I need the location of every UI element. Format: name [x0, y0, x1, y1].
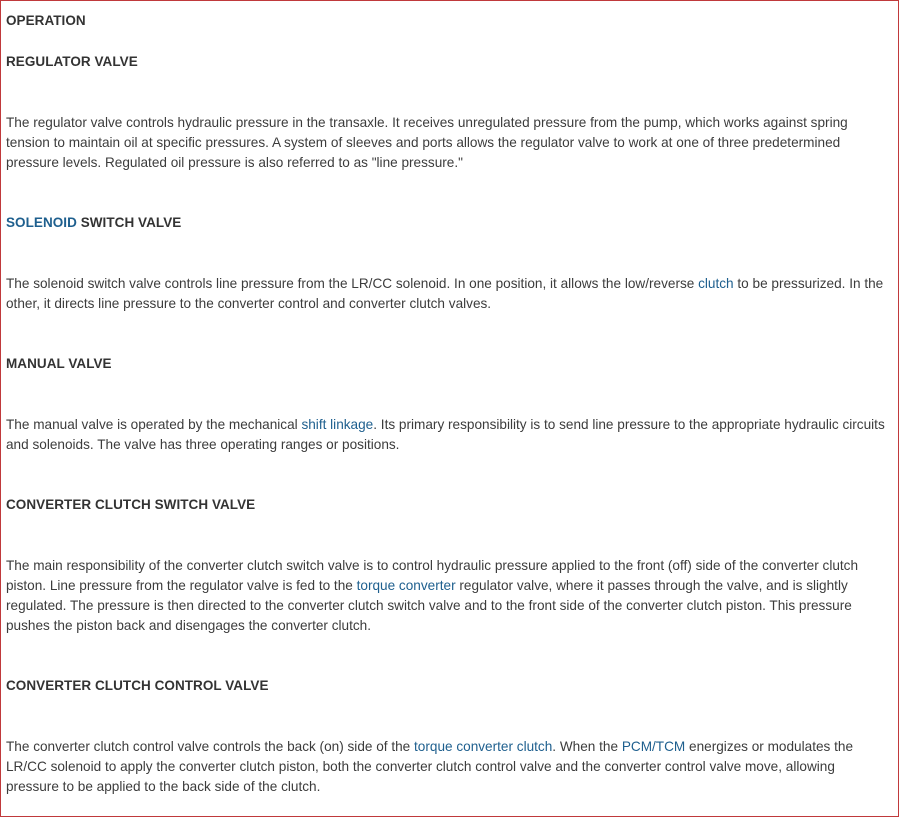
body-text: to be pressurized. In the other, it directs line pressure to the converter control and converter clutch valves. — [6, 276, 884, 311]
section-body-converter-clutch-control-valve — [6, 737, 888, 797]
body-text: The converter clutch control valve controls the back (on) side of the — [6, 739, 415, 754]
section-heading-converter-clutch-switch-valve: CONVERTER CLUTCH SWITCH VALVE — [6, 497, 256, 512]
body-text: The solenoid switch valve controls line pressure from the LR/CC solenoid. In one position, it allows the low/reverse — [6, 276, 699, 291]
body-text: regulator valve, where it passes through the valve, and is slightly regulated. The pressure is then directed to the converter clutch switch valve and to the front side of the converter clutch piston. This pressure pushes the piston back and disengages the converter clutch. — [6, 578, 852, 633]
section-heading-manual-valve: MANUAL VALVE — [6, 356, 112, 371]
heading-rest-text: SWITCH VALVE — [76, 215, 182, 230]
torque-converter-clutch-link[interactable]: torque converter clutch — [414, 739, 553, 754]
solenoid-link[interactable]: SOLENOID — [6, 215, 77, 230]
page-title: OPERATION — [6, 13, 86, 28]
body-text: The manual valve is operated by the mechanical — [6, 417, 302, 432]
body-text: energizes or modulates the LR/CC solenoid to apply the converter clutch piston, both the converter clutch control valve and the converter control valve move, allowing pressure to be applied to the back side of the clutch. — [6, 739, 854, 794]
shift-linkage-link[interactable]: shift linkage — [301, 417, 374, 432]
pcm-tcm-link[interactable]: PCM/TCM — [621, 739, 686, 754]
section-body-manual-valve — [6, 415, 888, 455]
section-body-solenoid-switch-valve — [6, 274, 888, 314]
section-heading-solenoid-switch-valve — [6, 215, 181, 230]
section-body-regulator-valve: The regulator valve controls hydraulic pressure in the transaxle. It receives unregulated pressure from the pump, which works against spring tension to maintain oil at specific pressures. A system of sleeves and ports allows the regulator valve to work at one of three predetermined pressure levels. Regulated oil pressure is also referred to as "line pressure." — [6, 115, 848, 170]
body-text: The main responsibility of the converter clutch switch valve is to control hydraulic pressure applied to the front (off) side of the converter clutch piston. Line pressure from the regulator valve is fed to the — [6, 558, 859, 593]
torque-converter-link[interactable]: torque converter — [356, 578, 456, 593]
clutch-link[interactable]: clutch — [698, 276, 734, 291]
body-text: . Its primary responsibility is to send line pressure to the appropriate hydraulic circuits and solenoids. The valve has three operating ranges or positions. — [6, 417, 885, 452]
body-text: . When the — [552, 739, 622, 754]
section-heading-converter-clutch-control-valve: CONVERTER CLUTCH CONTROL VALVE — [6, 678, 269, 693]
section-body-converter-clutch-switch-valve — [6, 556, 888, 636]
section-heading-regulator-valve: REGULATOR VALVE — [6, 54, 138, 69]
